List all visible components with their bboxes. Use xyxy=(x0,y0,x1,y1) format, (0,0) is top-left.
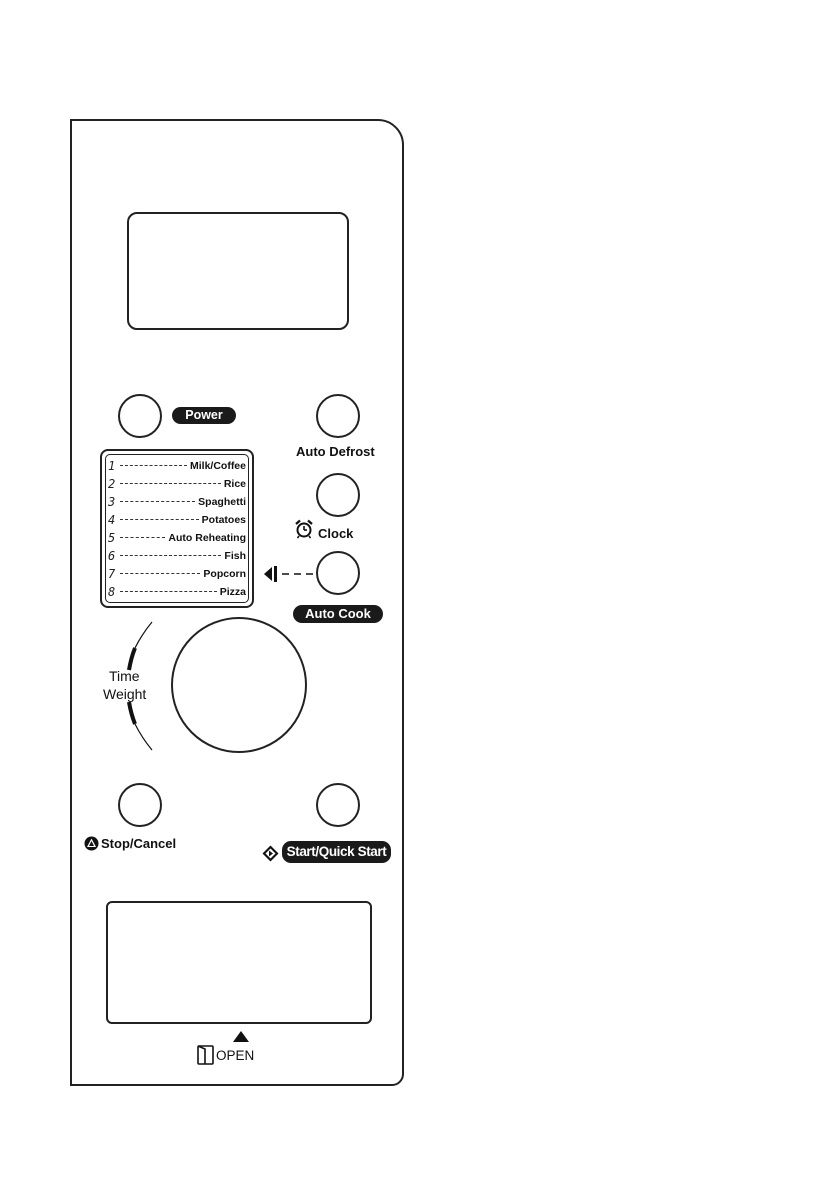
menu-label: Spaghetti xyxy=(198,495,246,508)
auto-defrost-label: Auto Defrost xyxy=(296,444,375,459)
start-quick-start-label: Start/Quick Start xyxy=(282,841,391,863)
menu-label: Popcorn xyxy=(203,567,246,580)
clock-button[interactable] xyxy=(316,473,360,517)
menu-label: Fish xyxy=(224,549,246,562)
auto-defrost-button[interactable] xyxy=(316,394,360,438)
menu-number: 8 xyxy=(108,584,116,599)
dashed-leader xyxy=(120,465,187,466)
menu-number: 4 xyxy=(108,512,116,527)
list-item xyxy=(108,583,246,600)
time-weight-dial[interactable] xyxy=(171,617,307,753)
alarm-clock-icon xyxy=(294,519,314,539)
dashed-leader xyxy=(120,555,221,556)
menu-number: 1 xyxy=(108,458,116,473)
dial-label-time: Time xyxy=(109,668,140,684)
start-button[interactable] xyxy=(316,783,360,827)
menu-label: Rice xyxy=(223,477,246,490)
dashed-leader xyxy=(120,591,217,592)
auto-cook-button[interactable] xyxy=(316,551,360,595)
dial-label-weight: Weight xyxy=(103,686,147,702)
clock-label: Clock xyxy=(318,526,354,541)
stop-triangle-icon xyxy=(84,836,99,851)
menu-label: Auto Reheating xyxy=(168,531,246,544)
menu-number: 3 xyxy=(108,494,116,509)
menu-label: Pizza xyxy=(219,585,246,598)
list-item xyxy=(108,493,246,510)
dashed-leader xyxy=(120,501,195,502)
menu-number: 2 xyxy=(108,476,116,491)
dashed-leader xyxy=(120,519,199,520)
list-item xyxy=(108,511,246,528)
stop-cancel-button[interactable] xyxy=(118,783,162,827)
start-diamond-icon xyxy=(262,845,279,862)
list-item xyxy=(108,457,246,474)
menu-number: 5 xyxy=(108,530,116,545)
up-triangle-icon xyxy=(233,1031,249,1042)
arrow-pointer-icon xyxy=(264,565,316,583)
display-window xyxy=(127,212,349,330)
open-label[interactable]: OPEN xyxy=(216,1048,255,1063)
menu-label: Milk/Coffee xyxy=(189,459,246,472)
power-button[interactable] xyxy=(118,394,162,438)
auto-cook-menu xyxy=(100,449,254,608)
list-item xyxy=(108,565,246,582)
menu-number: 7 xyxy=(108,566,116,581)
auto-cook-label: Auto Cook xyxy=(293,605,383,623)
door-icon xyxy=(197,1045,214,1065)
dashed-leader xyxy=(120,573,200,574)
menu-number: 6 xyxy=(108,548,116,563)
menu-label: Potatoes xyxy=(201,513,246,526)
stop-cancel-label: Stop/Cancel xyxy=(101,836,177,851)
dashed-leader xyxy=(120,537,165,538)
list-item xyxy=(108,475,246,492)
dashed-leader xyxy=(120,483,221,484)
list-item xyxy=(108,529,246,546)
list-item xyxy=(108,547,246,564)
power-label: Power xyxy=(172,407,236,424)
door-window xyxy=(106,901,372,1024)
